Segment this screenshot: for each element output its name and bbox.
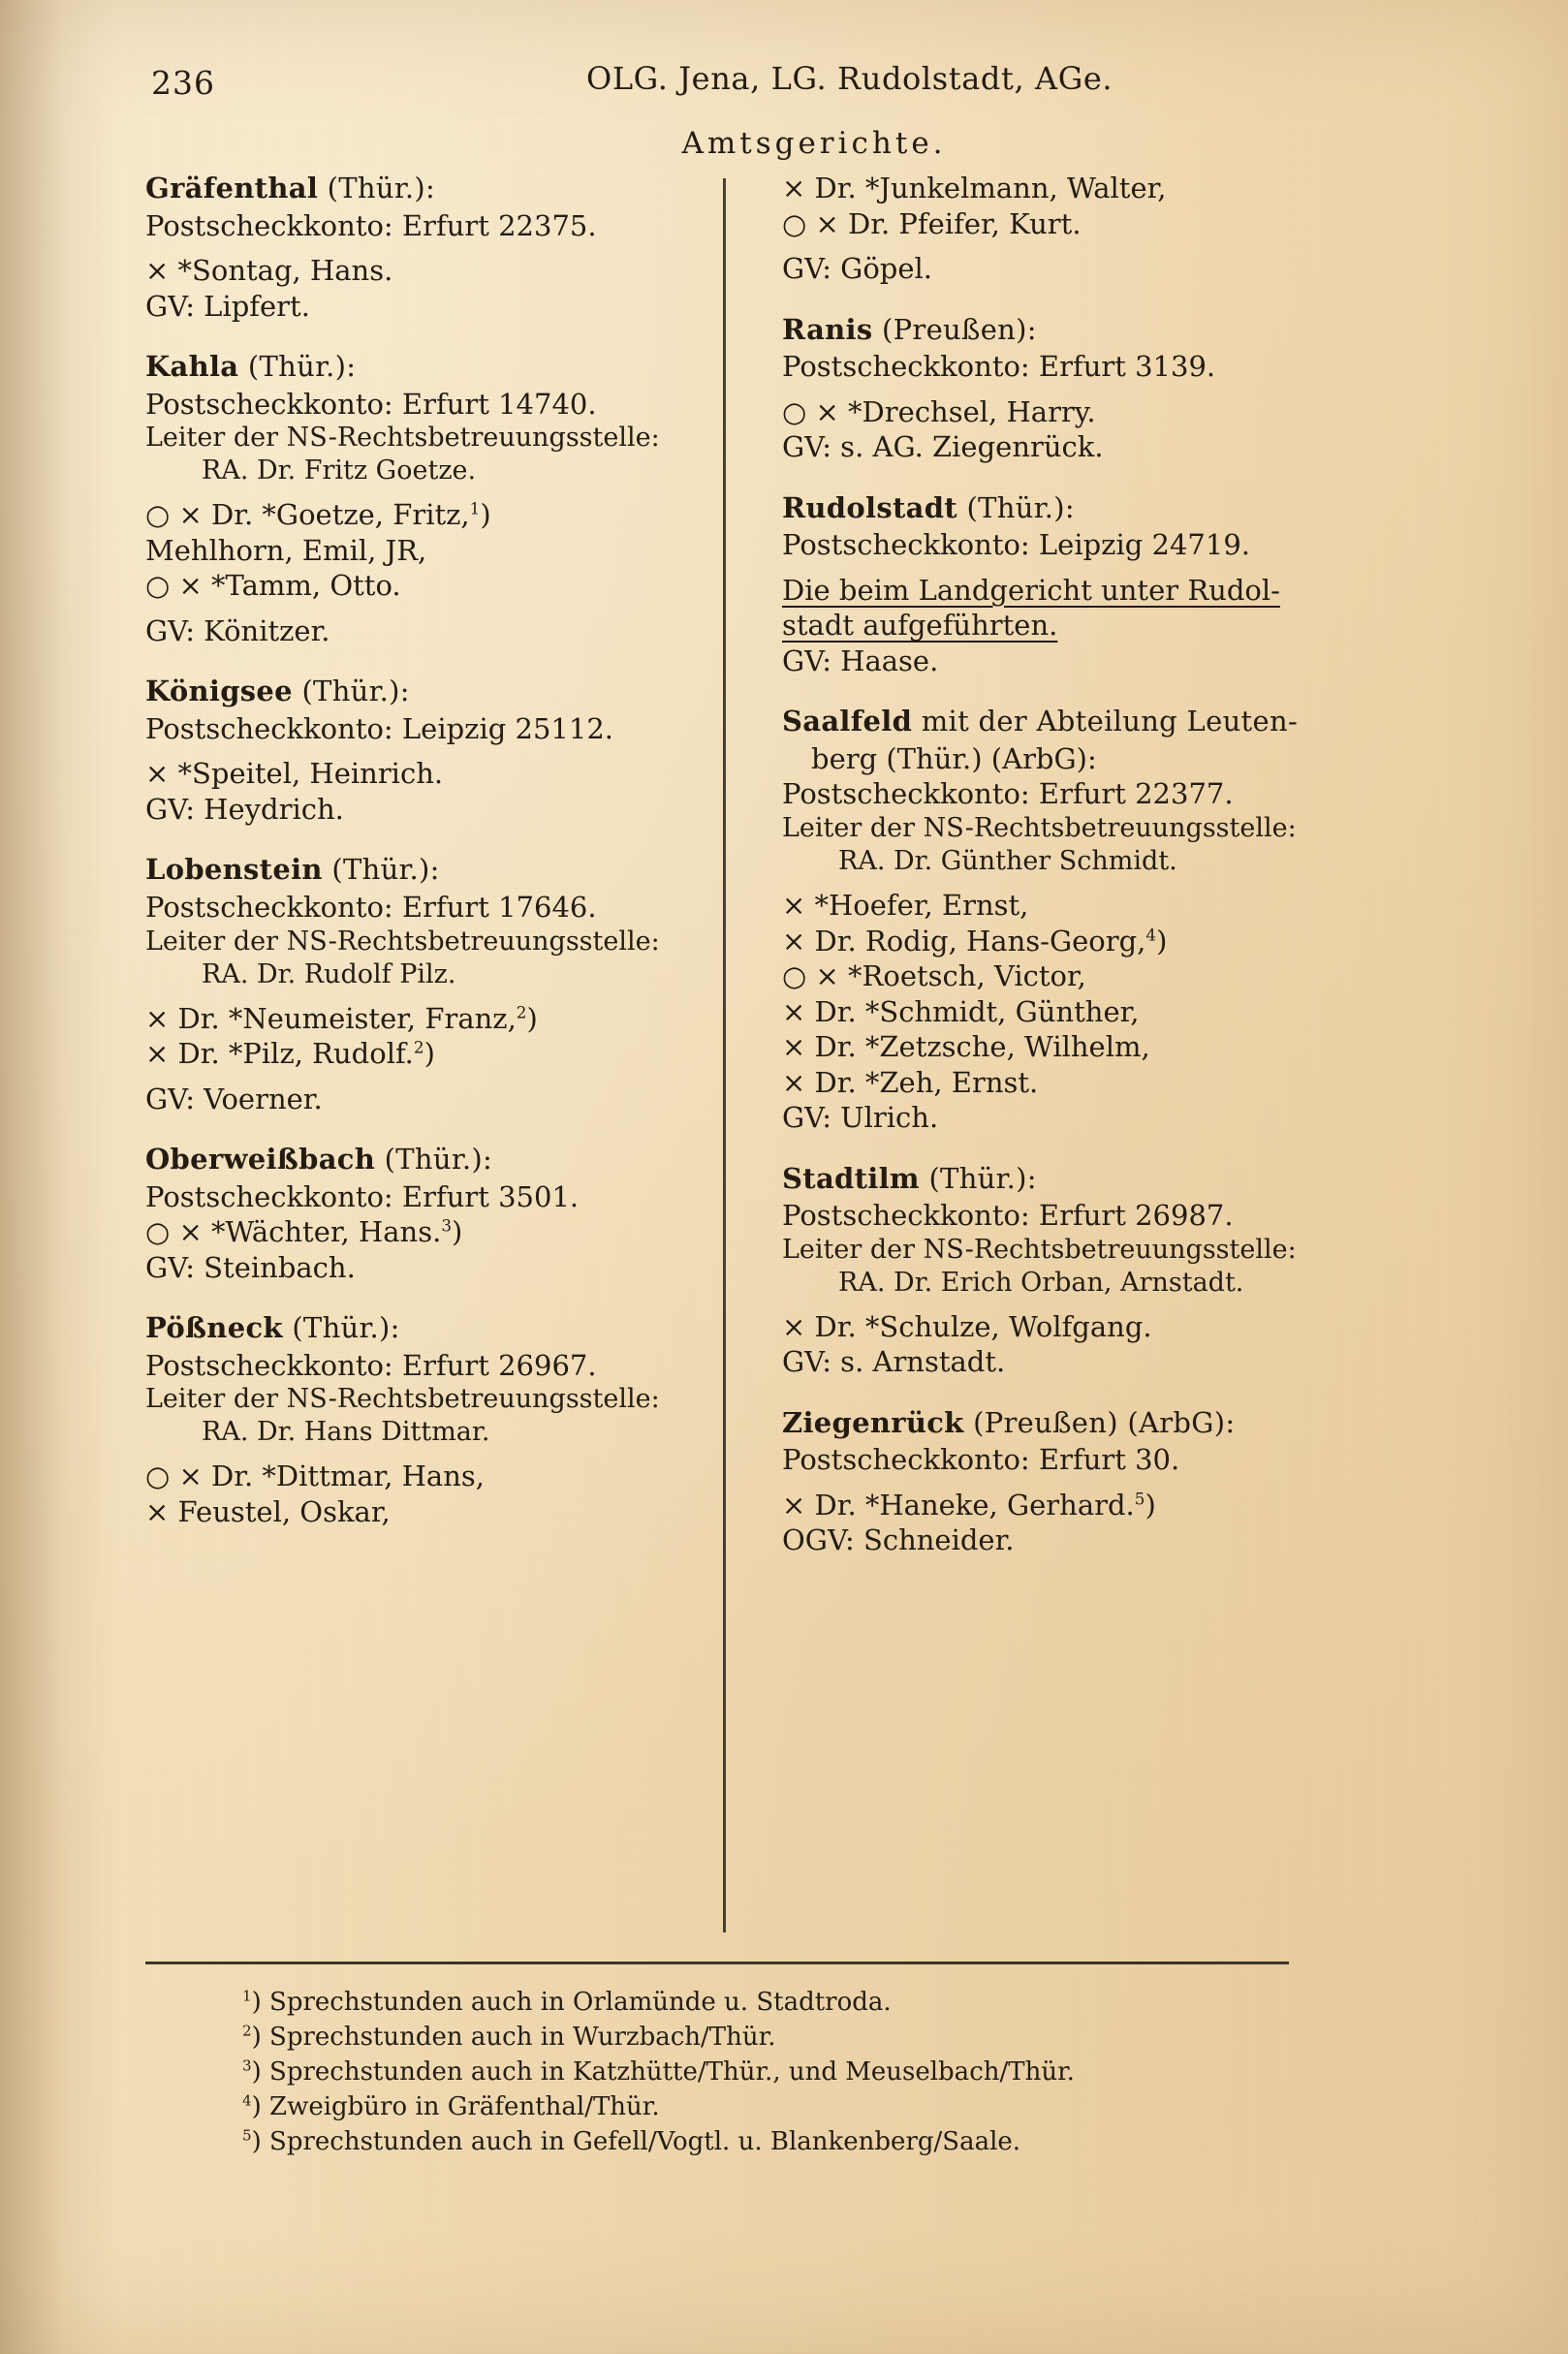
court-entry-heading — [782, 312, 1303, 348]
page-content — [145, 58, 1425, 2287]
court-entry-heading — [145, 349, 698, 385]
court-entry-line-text: × Dr. *Zetzsche, Wilhelm, — [782, 1030, 1150, 1064]
footnote-reference-suffix: ) — [480, 498, 491, 532]
court-name-qualifier: (Preußen) (ArbG): — [963, 1405, 1236, 1439]
court-entry-line-text: × Dr. *Zeh, Ernst. — [782, 1065, 1039, 1099]
court-name-qualifier: (Thür.): — [318, 172, 436, 204]
footnote-marker: 1 — [242, 1987, 252, 2005]
court-entry-line-text: Leiter der NS-Rechtsbetreuungsstelle: — [782, 812, 1297, 843]
court-entry — [145, 171, 698, 324]
court-entry-line — [145, 711, 698, 747]
footnote-list — [145, 1986, 1425, 2159]
court-entry-line-text: GV: Heydrich. — [145, 792, 344, 826]
court-entry-line — [145, 1082, 698, 1117]
court-entry-line-text: Leiter der NS-Rechtsbetreuungsstelle: — [145, 1384, 660, 1415]
court-entry-heading-continuation: berg (Thür.) (ArbG): — [811, 741, 1097, 775]
court-entry-line — [145, 568, 698, 604]
court-entry-heading — [782, 1405, 1303, 1441]
court-entry-line-text: GV: Voerner. — [145, 1082, 323, 1115]
court-entry — [145, 852, 698, 1116]
court-entry-line — [145, 208, 698, 244]
footnote-marker: 4 — [242, 2090, 252, 2109]
footnote-reference[interactable]: 3 — [441, 1215, 453, 1236]
court-entry-line — [782, 888, 1303, 924]
court-entry — [782, 704, 1303, 1135]
court-entry-line — [782, 349, 1303, 385]
footnote-text: ) Zweigbüro in Gräfenthal/Thür. — [251, 2091, 660, 2121]
court-name-qualifier: (Thür.): — [919, 1161, 1037, 1195]
footnote-reference[interactable]: 2 — [413, 1037, 424, 1057]
footnote-reference-suffix: ) — [1145, 1488, 1156, 1522]
court-entry-line — [782, 1488, 1303, 1523]
court-entry-line — [782, 1198, 1303, 1234]
court-entry-line — [145, 253, 698, 289]
court-entry-line-text: ○ × Dr. *Dittmar, Hans, — [145, 1459, 485, 1493]
right-column — [726, 171, 1303, 1954]
court-entry-line — [145, 289, 698, 325]
court-entry-line — [145, 613, 698, 649]
court-entry-line-text: GV: Könitzer. — [145, 613, 330, 647]
court-entry-line — [145, 1459, 698, 1494]
court-entry-line-text: Postscheckkonto: Erfurt 3501. — [145, 1179, 580, 1213]
court-entry-line-text: ○ × *Tamm, Otto. — [145, 569, 401, 603]
court-entry-line-text: RA. Dr. Günther Schmidt. — [838, 845, 1177, 876]
court-entry-line — [145, 926, 698, 958]
court-entry — [145, 349, 698, 648]
court-entry-line-text: Postscheckkonto: Erfurt 22375. — [145, 208, 597, 242]
court-entry-line-text: Postscheckkonto: Erfurt 26967. — [145, 1348, 597, 1382]
court-entry — [782, 1405, 1303, 1558]
court-entry-line — [782, 171, 1303, 206]
court-entry-line-text: Postscheckkonto: Erfurt 3139. — [782, 350, 1216, 384]
court-entry-line-text: × Dr. *Schmidt, Günther, — [782, 994, 1140, 1028]
court-entry-heading — [145, 674, 698, 709]
court-entry — [145, 674, 698, 827]
footnote-reference[interactable]: 4 — [1145, 924, 1157, 944]
court-entry-line — [782, 1267, 1303, 1300]
footnote-reference[interactable]: 1 — [469, 498, 481, 518]
court-entry-line-text: × *Hoefer, Ernst, — [782, 889, 1029, 922]
court-entry-line-text: RA. Dr. Hans Dittmar. — [202, 1417, 490, 1448]
court-entry-line — [782, 1234, 1303, 1267]
court-entry-line-text: Postscheckkonto: Leipzig 24719. — [782, 528, 1250, 562]
court-entry-line-text: Postscheckkonto: Erfurt 30. — [782, 1443, 1180, 1477]
court-name-qualifier: (Thür.): — [957, 490, 1075, 524]
court-entry-line-text: Leiter der NS-Rechtsbetreuungsstelle: — [782, 1234, 1297, 1265]
court-entry-line-text: × *Sontag, Hans. — [145, 254, 393, 288]
court-entry-line-text: GV: Lipfert. — [145, 289, 310, 323]
court-entry-line — [782, 1100, 1303, 1136]
court-entry-line — [145, 1001, 698, 1037]
footnote-item — [242, 2090, 1425, 2125]
court-entry-heading — [782, 704, 1303, 739]
court-entry-line-text: GV: s. AG. Ziegenrück. — [782, 430, 1104, 464]
court-entry-line-text: GV: Steinbach. — [145, 1250, 356, 1284]
court-entry-line-text: Leiter der NS-Rechtsbetreuungsstelle: — [145, 926, 660, 957]
footnote-text: ) Sprechstunden auch in Orlamünde u. Stadtroda. — [251, 1988, 892, 2017]
court-name-qualifier: (Thür.): — [238, 350, 357, 384]
court-entry — [782, 490, 1303, 679]
court-entry — [782, 312, 1303, 465]
court-entry-line-text: ○ × *Roetsch, Victor, — [782, 959, 1086, 993]
court-entry-line — [145, 1416, 698, 1449]
court-entry-line — [782, 527, 1303, 563]
footnote-text: ) Sprechstunden auch in Wurzbach/Thür. — [251, 2022, 776, 2052]
court-entry-line — [782, 206, 1303, 242]
court-name-qualifier: (Thür.): — [375, 1143, 493, 1177]
court-entry-line-text: × Dr. *Neumeister, Franz, — [145, 1001, 517, 1035]
court-entry-heading — [145, 171, 698, 206]
court-entry-line — [782, 251, 1303, 287]
court-entry-line-text: OGV: Schneider. — [782, 1523, 1015, 1557]
court-entry-line-text: Postscheckkonto: Leipzig 25112. — [145, 711, 613, 745]
court-entry-line — [782, 776, 1303, 812]
court-entry-line — [782, 429, 1303, 465]
court-entry-line — [782, 845, 1303, 878]
court-entry — [782, 171, 1303, 287]
court-entry-line — [782, 1029, 1303, 1065]
court-entry-line — [782, 573, 1303, 609]
court-entry-line-text: Die beim Landgericht unter Rudol- — [782, 573, 1280, 607]
court-name: Pößneck — [145, 1311, 283, 1345]
footnote-separator-rule — [145, 1962, 1289, 1964]
court-entry-line-text: × Dr. *Junkelmann, Walter, — [782, 172, 1167, 204]
court-entry-line-text: Mehlhorn, Emil, JR, — [145, 533, 427, 567]
court-entry-line — [145, 387, 698, 423]
court-entry-heading — [782, 1161, 1303, 1197]
footnote-text: ) Sprechstunden auch in Gefell/Vogtl. u. Blankenberg/Saale. — [251, 2126, 1021, 2156]
court-entry-line-text: RA. Dr. Fritz Goetze. — [202, 455, 477, 486]
court-entry-line — [145, 1179, 698, 1215]
column-divider-rule — [723, 178, 726, 1932]
court-entry-heading — [145, 1142, 698, 1177]
footnote-reference-suffix: ) — [452, 1215, 463, 1249]
two-column-body — [145, 171, 1425, 1954]
court-entry — [782, 1161, 1303, 1380]
court-name-qualifier: mit der Abteilung Leuten- — [912, 705, 1299, 738]
court-entry-line-text: × Dr. Rodig, Hans-Georg, — [782, 924, 1146, 957]
court-name-qualifier: (Thür.): — [282, 1311, 400, 1345]
footnote-reference[interactable]: 2 — [516, 1001, 527, 1021]
court-entry-line-text: GV: Haase. — [782, 643, 939, 677]
court-entry-line — [782, 1344, 1303, 1380]
court-entry-heading — [145, 1310, 698, 1346]
court-entry-line — [782, 924, 1303, 959]
court-entry-line — [145, 497, 698, 533]
court-name: Saalfeld — [782, 705, 913, 738]
court-entry-line-text: Postscheckkonto: Erfurt 26987. — [782, 1199, 1234, 1233]
court-entry-line — [782, 958, 1303, 994]
court-entry-line — [145, 958, 698, 991]
court-entry-line-text: stadt aufgeführten. — [782, 609, 1058, 643]
court-entry-line-text: ○ × *Drechsel, Harry. — [782, 394, 1096, 428]
court-entry-line — [145, 890, 698, 926]
court-entry-line — [145, 533, 698, 569]
court-entry-line-text: × Dr. *Haneke, Gerhard. — [782, 1488, 1135, 1522]
court-name: Gräfenthal — [145, 172, 319, 204]
footnote-text: ) Sprechstunden auch in Katzhütte/Thür., und Meuselbach/Thür. — [251, 2056, 1075, 2087]
court-entry-line-text: RA. Dr. Rudolf Pilz. — [202, 958, 456, 989]
court-entry-line-text: ○ × Dr. *Goetze, Fritz, — [145, 498, 470, 532]
court-name: Rudolstadt — [782, 490, 958, 524]
court-entry-line — [145, 1494, 698, 1530]
court-entry-line — [782, 1442, 1303, 1478]
court-name-qualifier: (Thür.): — [322, 853, 440, 887]
left-column — [145, 171, 723, 1954]
court-entry-line — [145, 1383, 698, 1416]
court-entry-line-text: GV: Ulrich. — [782, 1101, 939, 1135]
court-entry-line — [145, 1348, 698, 1384]
court-entry — [145, 1142, 698, 1285]
court-name: Kahla — [145, 350, 239, 384]
court-entry-line — [782, 1065, 1303, 1101]
court-name: Oberweißbach — [145, 1143, 376, 1177]
court-entry-line — [782, 994, 1303, 1030]
court-name: Ziegenrück — [782, 1405, 964, 1439]
court-entry-line-text: Postscheckkonto: Erfurt 22377. — [782, 777, 1234, 811]
footnote-item — [242, 2056, 1425, 2090]
court-entry-line — [145, 1214, 698, 1250]
page-number: 236 — [151, 64, 215, 102]
court-name-qualifier: (Thür.): — [292, 675, 410, 708]
court-entry-line — [145, 1250, 698, 1286]
court-entry-line-text: × Dr. *Pilz, Rudolf. — [145, 1037, 414, 1071]
footnote-item — [242, 2021, 1425, 2056]
footnote-marker: 3 — [242, 2056, 252, 2075]
court-entry-line-text: Postscheckkonto: Erfurt 17646. — [145, 891, 597, 924]
court-entry-line-text: GV: s. Arnstadt. — [782, 1345, 1006, 1379]
court-entry-line-text: Postscheckkonto: Erfurt 14740. — [145, 387, 597, 421]
court-entry-line-text: Leiter der NS-Rechtsbetreuungsstelle: — [145, 423, 660, 454]
court-entry-line — [145, 422, 698, 455]
page-title: Amtsgerichte. — [681, 126, 947, 161]
footnote-reference[interactable]: 5 — [1134, 1489, 1145, 1509]
court-name: Königsee — [145, 675, 293, 708]
footnote-reference-suffix: ) — [1156, 924, 1168, 957]
court-entry-line — [145, 756, 698, 792]
court-entry-line — [145, 1036, 698, 1072]
footnote-reference-suffix: ) — [526, 1001, 538, 1035]
running-title: OLG. Jena, LG. Rudolstadt, AGe. — [586, 60, 1113, 97]
court-entry — [145, 1310, 698, 1529]
court-entry-line — [782, 394, 1303, 430]
court-entry-heading — [145, 852, 698, 888]
footnote-marker: 5 — [242, 2125, 252, 2144]
court-entry-line-text: ○ × Dr. Pfeifer, Kurt. — [782, 206, 1082, 240]
court-entry-line — [782, 643, 1303, 679]
court-name: Stadtilm — [782, 1161, 920, 1195]
footnote-reference-suffix: ) — [423, 1037, 435, 1071]
court-entry-line-text: × *Speitel, Heinrich. — [145, 757, 444, 791]
court-entry-line — [782, 608, 1303, 643]
footnote-item — [242, 1986, 1425, 2021]
footnote-marker: 2 — [242, 2022, 252, 2040]
court-entry-heading — [782, 490, 1303, 526]
court-entry-line — [782, 812, 1303, 845]
court-name-qualifier: (Preußen): — [872, 312, 1037, 346]
court-entry-line-text: × Feustel, Oskar, — [145, 1494, 391, 1528]
court-entry-line — [782, 1309, 1303, 1345]
footnote-item — [242, 2125, 1425, 2160]
running-head — [145, 58, 1425, 109]
court-entry-line-text: ○ × *Wächter, Hans. — [145, 1215, 442, 1249]
court-entry-line — [145, 792, 698, 828]
court-entry-line-text: RA. Dr. Erich Orban, Arnstadt. — [838, 1267, 1244, 1298]
court-entry-line — [145, 455, 698, 487]
court-entry-line-text: GV: Göpel. — [782, 252, 933, 286]
court-name: Lobenstein — [145, 853, 323, 887]
court-entry-line-text: × Dr. *Schulze, Wolfgang. — [782, 1309, 1152, 1343]
court-name: Ranis — [782, 312, 873, 346]
court-entry-line — [782, 1522, 1303, 1558]
